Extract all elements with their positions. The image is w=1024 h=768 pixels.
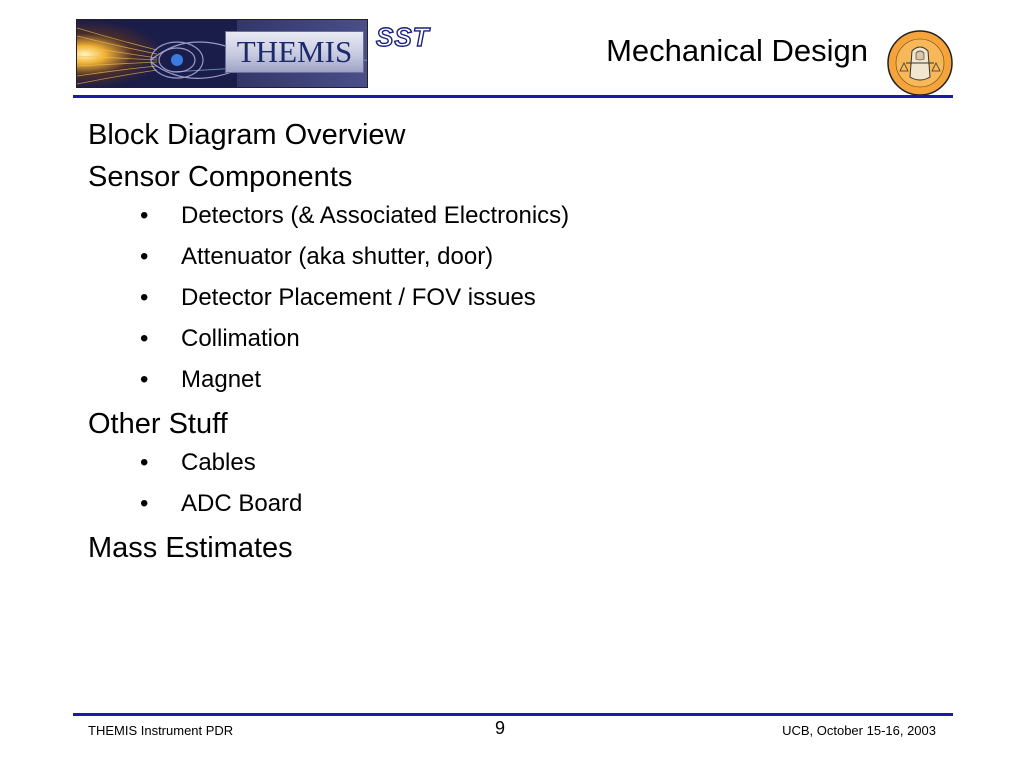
bullet-glyph: • (140, 366, 149, 393)
bullet-glyph: • (140, 449, 149, 476)
bullet-text: Attenuator (aka shutter, door) (181, 243, 494, 270)
bullet-text: Collimation (181, 325, 300, 352)
section-heading: Mass Estimates (88, 532, 293, 564)
bullet-item (88, 202, 948, 230)
banner-title: THEMIS (225, 31, 364, 73)
bullet-item (88, 243, 948, 271)
footer-date: UCB, October 15-16, 2003 (782, 723, 936, 738)
footer-event: THEMIS Instrument PDR (88, 723, 234, 738)
sst-logo: SST (376, 22, 430, 52)
section-heading: Sensor Components (88, 161, 353, 193)
bullet-glyph: • (140, 325, 149, 352)
slide-content (88, 110, 948, 573)
themis-banner-logo (76, 19, 368, 88)
header-divider (73, 95, 953, 98)
bullet-item (88, 449, 948, 477)
bullet-item (88, 325, 948, 353)
bullet-item (88, 490, 948, 518)
bullet-glyph: • (140, 243, 149, 270)
page-number: 9 (495, 718, 506, 738)
bullet-text: Magnet (181, 366, 262, 393)
page-title: Mechanical Design (606, 33, 868, 68)
bullet-glyph: • (140, 284, 149, 311)
themis-seal-logo (886, 29, 954, 97)
section-heading: Block Diagram Overview (88, 119, 406, 151)
bullet-glyph: • (140, 490, 149, 517)
outline-section (88, 118, 948, 152)
section-heading: Other Stuff (88, 408, 228, 440)
bullet-item (88, 284, 948, 312)
footer-divider (73, 713, 953, 716)
bullet-text: ADC Board (181, 490, 303, 517)
bullet-list (88, 202, 948, 394)
outline-section (88, 407, 948, 518)
outline-section (88, 531, 948, 565)
bullet-text: Cables (181, 449, 256, 476)
bullet-list (88, 449, 948, 518)
bullet-text: Detectors (& Associated Electronics) (181, 202, 570, 229)
outline-section (88, 160, 948, 394)
bullet-glyph: • (140, 202, 149, 229)
bullet-text: Detector Placement / FOV issues (181, 284, 536, 311)
bullet-item (88, 366, 948, 394)
